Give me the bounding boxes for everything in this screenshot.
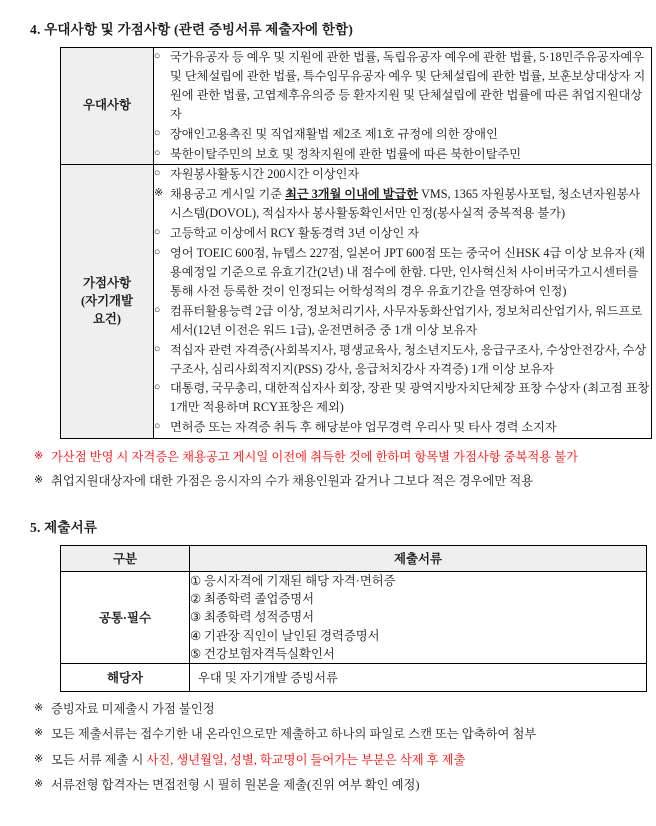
column-header-documents: 제출서류 xyxy=(190,546,647,572)
section-5-note-4-text: 서류전형 합격자는 면접전형 시 필히 원본을 제출(진위 여부 확인 예정) xyxy=(51,778,420,793)
list-item xyxy=(154,418,651,437)
list-item-reference xyxy=(154,185,651,223)
section-5-note-3 xyxy=(34,751,632,769)
list-item-text: 컴퓨터활용능력 2급 이상, 정보처리기사, 사무자동화산업기사, 정보처리산업기사, 워드프로세서(12년 이전은 워드 1급), 운전면허증 중 1개 이상 보유자 xyxy=(170,303,643,337)
list-item xyxy=(154,302,651,340)
reference-mark-icon: ※ xyxy=(154,187,164,200)
list-item-text: 북한이탈주민의 보호 및 정착지원에 관한 법률에 따른 북한이탈주민 xyxy=(170,146,521,161)
reference-mark-icon: ※ xyxy=(34,778,44,791)
table-row xyxy=(61,572,647,664)
row-body-bonus xyxy=(154,165,652,439)
list-item-text: 고등학교 이상에서 RCY 활동경력 3년 이상인 자 xyxy=(170,226,420,241)
table-row-preference xyxy=(61,48,652,165)
list-item-text-emphasis: 최근 3개월 이내에 발급한 xyxy=(285,187,419,202)
section-5-note-4 xyxy=(34,776,632,794)
list-item xyxy=(190,572,646,590)
section-4-subtitle: (관련 증빙서류 제출자에 한함) xyxy=(174,22,354,37)
list-item xyxy=(154,165,651,184)
section-5-note-1 xyxy=(34,700,632,718)
section-4-title: 우대사항 및 가점사항 xyxy=(44,22,171,37)
section-5-note-2-text: 모든 제출서류는 접수기한 내 온라인으로만 제출하고 하나의 파일로 스캔 또는 압축하여 첨부 xyxy=(51,727,537,742)
section-5-note-2 xyxy=(34,725,632,743)
list-item-text: 면허증 또는 자격증 취득 후 해당분야 업무경력 우리사 및 타사 경력 소지자 xyxy=(170,420,557,435)
circle-bullet-icon: ○ xyxy=(154,382,161,394)
table-header-row xyxy=(61,546,647,572)
table-row xyxy=(61,663,647,691)
list-item-text: 자원봉사활동시간 200시간 이상인자 xyxy=(170,167,360,182)
section-4-note-2-text: 취업지원대상자에 대한 가점은 응시자의 수가 채용인원과 같거나 그보다 적은 경우에만 적용 xyxy=(51,473,534,488)
table-row-bonus xyxy=(61,165,652,439)
list-item-text-post: VMS, 1365 자원봉사포털, 청소년자원봉사시스템(DOVOL), 적십자사 봉사활동확인서만 인정(봉사실적 중복적용 불가) xyxy=(170,187,641,221)
row-label-bonus-line2: (자기개발 xyxy=(80,293,133,308)
circled-number-2-icon: ② xyxy=(190,592,202,607)
section-4-number: 4. xyxy=(30,22,41,37)
section-5-title: 제출서류 xyxy=(44,520,98,535)
list-item-text: 영어 TOEIC 600점, 뉴텝스 227점, 일본어 JPT 600점 또는 중국어 신HSK 4급 이상 보유자 (채용예정일 기준으로 유효기간(2년) 내 점수에 한함. 다만, 인사혁신처 사이버국가고시센터를 통해 사전 등록한 것이 인정되는 어학성적의 경우 유효기간을 연장하여 인정) xyxy=(170,246,646,298)
row-label-bonus-line1: 가점사항 xyxy=(83,275,131,290)
circled-number-5-icon: ⑤ xyxy=(190,646,202,661)
row-body-common-required xyxy=(190,572,647,664)
list-item-text: 최종학력 졸업증명서 xyxy=(204,592,315,607)
circle-bullet-icon: ○ xyxy=(154,127,161,139)
required-document-list xyxy=(190,572,646,663)
list-item-text: 대통령, 국무총리, 대한적십자사 회장, 장관 및 광역지방자치단체장 표창 수상자 (최고점 표창 1개만 적용하며 RCY표창은 제외) xyxy=(170,381,650,415)
spacer xyxy=(30,439,632,443)
circled-number-4-icon: ④ xyxy=(190,628,202,643)
list-item-text: 국가유공자 등 예우 및 지원에 관한 법률, 독립유공자 예우에 관한 법률, 5·18민주유공자예우 및 단체설립에 관한 법률, 특수임무유공자 예우 및 단체설립에 관한 법률, 보훈보상대상자 지원에 관한 법률, 고엽제후유의증 등 환자지원 및 단체설립에 관한 법률에 따른 취업지원대상자 xyxy=(170,50,646,121)
list-item xyxy=(154,244,651,301)
circle-bullet-icon: ○ xyxy=(154,247,161,259)
list-item xyxy=(190,627,646,645)
section-5-heading-wrap xyxy=(30,516,632,536)
row-label-preference: 우대사항 xyxy=(61,48,154,165)
circled-number-3-icon: ③ xyxy=(190,610,202,625)
circle-bullet-icon: ○ xyxy=(154,421,161,433)
section-5-notes xyxy=(30,700,632,795)
list-item-text-pre: 채용공고 게시일 기준 xyxy=(170,187,286,202)
list-item xyxy=(154,125,651,144)
circle-bullet-icon: ○ xyxy=(154,147,161,159)
circled-number-1-icon: ① xyxy=(190,574,202,588)
list-item xyxy=(154,341,651,379)
list-item xyxy=(190,590,646,608)
reference-mark-icon: ※ xyxy=(34,727,44,740)
bonus-item-list xyxy=(154,165,651,437)
reference-mark-icon: ※ xyxy=(34,752,44,765)
circle-bullet-icon: ○ xyxy=(154,227,161,239)
preference-item-list xyxy=(154,48,651,163)
circle-bullet-icon: ○ xyxy=(154,168,161,180)
list-item xyxy=(154,48,651,124)
submission-documents-table xyxy=(60,545,647,692)
section-4-note-1-text: 가산점 반영 시 자격증은 채용공고 게시일 이전에 취득한 것에 한하며 항목별 가점사항 중복적용 불가 xyxy=(51,450,578,465)
preference-bonus-table xyxy=(60,47,652,439)
list-item-text: 기관장 직인이 날인된 경력증명서 xyxy=(204,628,380,643)
section-4-note-1 xyxy=(34,448,632,466)
row-label-common-required: 공통·필수 xyxy=(61,572,190,664)
row-label-bonus xyxy=(61,165,154,439)
section-5-number: 5. xyxy=(30,520,41,535)
circle-bullet-icon: ○ xyxy=(154,51,161,62)
row-label-applicable: 해당자 xyxy=(61,663,190,691)
list-item xyxy=(190,608,646,626)
circle-bullet-icon: ○ xyxy=(154,343,161,355)
section-5-note-3-text-highlight: 사진, 생년월일, 성별, 학교명이 들어가는 부분은 삭제 후 제출 xyxy=(146,752,466,767)
section-4-heading xyxy=(30,18,632,38)
row-body-preference xyxy=(154,48,652,165)
section-4-note-2 xyxy=(34,472,632,490)
list-item xyxy=(154,224,651,243)
list-item xyxy=(190,645,646,663)
reference-mark-icon: ※ xyxy=(34,701,44,714)
row-label-bonus-line3: 요건) xyxy=(92,311,122,326)
list-item xyxy=(154,379,651,417)
reference-mark-icon: ※ xyxy=(34,473,44,486)
list-item-text: 건강보험자격득실확인서 xyxy=(204,646,335,661)
list-item-text: 적십자 관련 자격증(사회복지사, 평생교육사, 청소년지도사, 응급구조사, 수상안전강사, 수상구조사, 심리사회적지지(PSS) 강사, 응급처치강사 자격증) 1개 이상 보유자 xyxy=(170,342,647,376)
section-5-heading xyxy=(30,516,632,536)
list-item xyxy=(154,145,651,164)
section-5-note-3-text-plain: 모든 서류 제출 시 xyxy=(51,752,147,767)
column-header-category: 구분 xyxy=(61,546,190,572)
list-item-text: 응시자격에 기재된 해당 자격·면허증 xyxy=(204,574,396,588)
circle-bullet-icon: ○ xyxy=(154,304,161,316)
list-item-text: 장애인고용촉진 및 직업재활법 제2조 제1호 규정에 의한 장애인 xyxy=(170,126,498,141)
reference-mark-icon: ※ xyxy=(34,450,44,463)
row-body-applicable: 우대 및 자기개발 증빙서류 xyxy=(190,663,647,691)
section-5-note-1-text: 증빙자료 미제출시 가점 불인정 xyxy=(51,701,215,716)
list-item-text: 최종학력 성적증명서 xyxy=(204,610,315,625)
